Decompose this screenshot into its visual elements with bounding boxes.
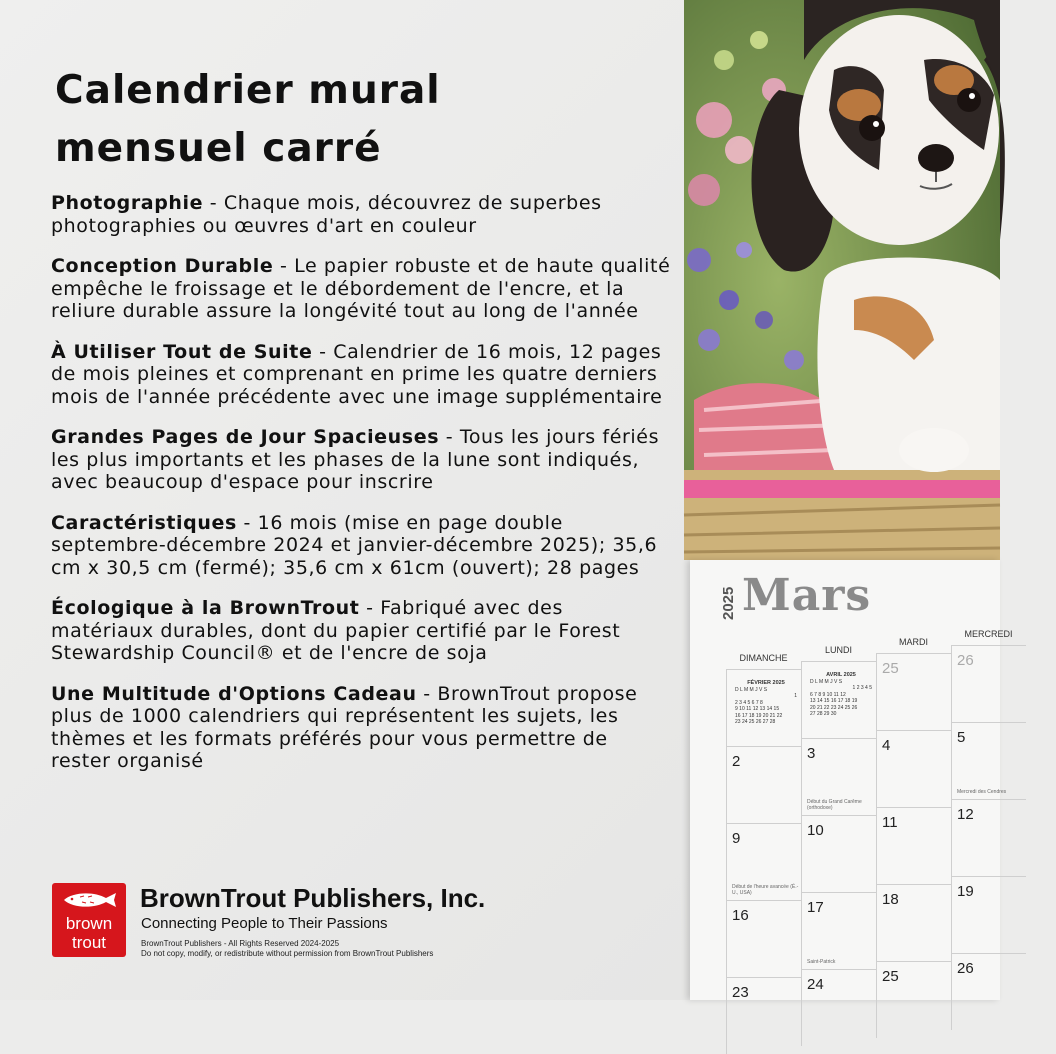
legal-line-2: Do not copy, modify, or redistribute without permission from BrownTrout Publishers bbox=[141, 949, 434, 958]
feature-label: Écologique à la BrownTrout bbox=[51, 597, 360, 619]
feature-label: À Utiliser Tout de Suite bbox=[51, 340, 313, 363]
feature-item bbox=[51, 597, 671, 665]
day-number: 18 bbox=[882, 891, 899, 908]
mini-calendar-february bbox=[735, 680, 797, 726]
holiday-note: Début de l'heure avancée (É.-U., USA) bbox=[732, 884, 799, 896]
puppy-illustration bbox=[684, 0, 1000, 560]
day-number: 10 bbox=[807, 822, 824, 839]
page-title bbox=[55, 62, 655, 178]
feature-label: Grandes Pages de Jour Spacieuses bbox=[51, 426, 440, 448]
day-number: 9 bbox=[732, 830, 741, 847]
calendar-cell bbox=[726, 669, 801, 746]
puppy-photo bbox=[684, 0, 1000, 560]
publisher-footer bbox=[52, 883, 672, 983]
day-number: 17 bbox=[807, 899, 824, 916]
calendar-year: 2025 bbox=[720, 586, 737, 620]
company-tagline: Connecting People to Their Passions bbox=[141, 915, 388, 932]
calendar-cell bbox=[726, 823, 801, 900]
day-number: 24 bbox=[807, 976, 824, 993]
day-number: 5 bbox=[957, 729, 966, 746]
mini-calendar-april bbox=[810, 672, 872, 718]
browntrout-logo bbox=[52, 883, 126, 957]
calendar-cell bbox=[876, 730, 951, 807]
calendar-grid bbox=[726, 615, 1056, 1015]
mini-apr-row: 6 7 8 9 10 11 12 bbox=[810, 691, 846, 698]
mini-feb-row: 16 17 18 19 20 21 22 bbox=[735, 712, 783, 719]
mini-apr-row: 20 21 22 23 24 25 26 bbox=[810, 704, 858, 711]
mini-feb-row: 9 10 11 12 13 14 15 bbox=[735, 706, 780, 712]
calendar-cell bbox=[726, 977, 801, 1054]
calendar-cell bbox=[951, 645, 1026, 722]
legal-notice bbox=[141, 939, 433, 959]
feature-label: Caractéristiques bbox=[51, 511, 237, 534]
feature-text: - BrownTrout propose plus de 1000 calendriers qui représentent les sujets, les thèmes et les formats préférés pour vous permettre de rester organisé bbox=[51, 682, 638, 772]
logo-word-trout: trout bbox=[71, 933, 107, 952]
calendar-cell bbox=[951, 722, 1026, 799]
mini-feb-row: 1 bbox=[794, 693, 797, 699]
calendar-cell bbox=[801, 892, 876, 969]
holiday-note: Début du Grand Carême (orthodoxe) bbox=[807, 799, 862, 811]
mini-apr-row: 27 28 29 30 bbox=[810, 711, 837, 717]
calendar-cell bbox=[876, 653, 951, 730]
mini-feb-head: D L M M J V S bbox=[735, 686, 768, 693]
company-name: BrownTrout Publishers, Inc. bbox=[140, 883, 486, 913]
calendar-cell bbox=[801, 661, 876, 738]
day-number: 19 bbox=[957, 883, 974, 900]
calendar-page bbox=[690, 560, 1013, 1001]
trout-icon bbox=[60, 889, 118, 911]
holiday-note: Mercredi des Cendres bbox=[957, 789, 1007, 795]
day-header-mercredi: MERCREDI bbox=[964, 629, 1013, 639]
feature-text: - Calendrier de 16 mois, 12 pages de mois pleines et comprenant en prime les quatre derniers mois de l'année précédente avec une image supplémentaire bbox=[51, 340, 663, 408]
calendar-cell bbox=[876, 961, 951, 1038]
calendar-cell bbox=[951, 799, 1026, 876]
day-number: 26 bbox=[957, 960, 974, 977]
mini-apr-title: AVRIL 2025 bbox=[826, 672, 856, 678]
calendar-cell bbox=[876, 807, 951, 884]
day-number: 11 bbox=[882, 814, 898, 831]
calendar-cell bbox=[801, 738, 876, 815]
feature-item bbox=[51, 426, 671, 494]
day-number: 25 bbox=[882, 660, 899, 677]
feature-text: - Fabriqué avec des matériaux durables, dont du papier certifié par le Forest Stewardship Council® et de l'encre de soja bbox=[51, 597, 621, 664]
mini-feb-row: 2 3 4 5 6 7 8 bbox=[735, 699, 763, 706]
title-line-2: mensuel carré bbox=[55, 126, 382, 171]
mini-feb-title: FÉVRIER 2025 bbox=[747, 680, 785, 686]
calendar-cell bbox=[876, 884, 951, 961]
calendar-cell bbox=[801, 969, 876, 1046]
calendar-cell bbox=[726, 900, 801, 977]
feature-label: Une Multitude d'Options Cadeau bbox=[51, 682, 417, 705]
mini-feb-row: 23 24 25 26 27 28 bbox=[735, 719, 776, 725]
feature-item bbox=[51, 683, 671, 773]
calendar-cell bbox=[951, 876, 1026, 953]
day-number: 26 bbox=[957, 652, 974, 669]
feature-text: - Chaque mois, découvrez de superbes photographies ou œuvres d'art en couleur bbox=[51, 192, 602, 237]
calendar-cell bbox=[801, 815, 876, 892]
feature-label: Conception Durable bbox=[51, 255, 274, 277]
day-number: 16 bbox=[732, 907, 749, 924]
day-number: 25 bbox=[882, 968, 899, 985]
feature-text: - 16 mois (mise en page double septembre-décembre 2024 et janvier-décembre 2025); 35,6 cm x 30,5 cm (fermé); 35,6 cm x 61cm (ouvert); 28 pages bbox=[51, 511, 658, 579]
calendar-month: Mars bbox=[742, 570, 872, 621]
day-number: 23 bbox=[732, 984, 749, 1001]
feature-item bbox=[51, 192, 671, 237]
feature-text: - Tous les jours fériés les plus importants et les phases de la lune sont indiqués, avec beaucoup d'espace pour inscrire bbox=[51, 426, 660, 493]
title-line-1: Calendrier mural bbox=[55, 68, 441, 113]
day-number: 3 bbox=[807, 745, 816, 762]
mini-apr-head: D L M M J V S bbox=[810, 678, 843, 685]
day-number: 4 bbox=[882, 737, 891, 754]
feature-label: Photographie bbox=[51, 192, 204, 214]
day-header-mardi: MARDI bbox=[899, 637, 928, 647]
feature-list bbox=[51, 192, 671, 791]
day-header-dimanche: DIMANCHE bbox=[739, 653, 788, 663]
day-number: 2 bbox=[732, 753, 741, 770]
logo-word-brown: brown bbox=[65, 914, 113, 933]
feature-item bbox=[51, 512, 671, 580]
day-header-lundi: LUNDI bbox=[824, 645, 852, 655]
feature-item bbox=[51, 255, 671, 323]
holiday-note: Saint-Patrick bbox=[807, 959, 836, 965]
calendar-cell bbox=[726, 746, 801, 823]
feature-text: - Le papier robuste et de haute qualité empêche le froissage et le débordement de l'encre, et la reliure durable assure la longévité tout au long de l'année bbox=[51, 255, 671, 322]
mini-apr-row: 13 14 15 16 17 18 19 bbox=[810, 698, 858, 704]
calendar-cell bbox=[951, 953, 1026, 1030]
day-number: 12 bbox=[957, 806, 974, 823]
legal-line-1: BrownTrout Publishers - All Rights Reserved 2024-2025 bbox=[141, 939, 340, 948]
mini-apr-row: 1 2 3 4 5 bbox=[852, 685, 872, 691]
feature-item bbox=[51, 341, 671, 409]
